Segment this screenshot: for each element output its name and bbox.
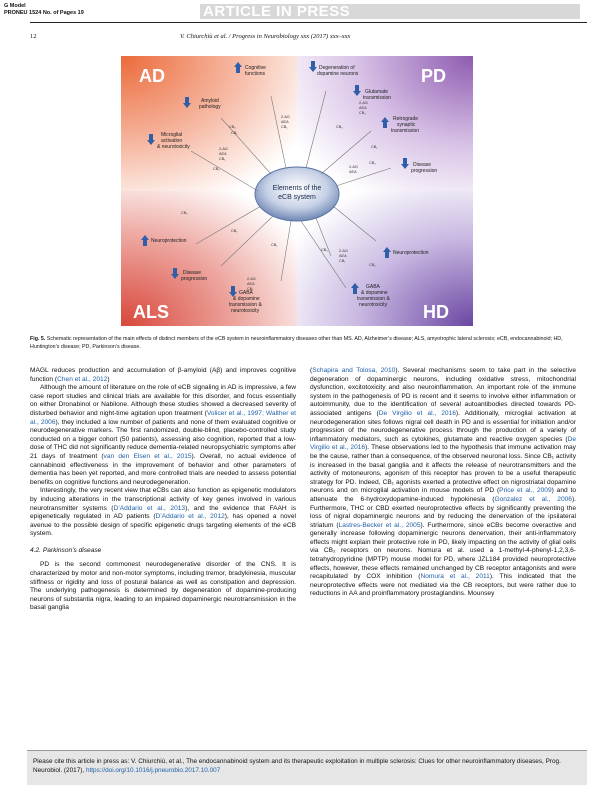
als-label-transmission: transmission & [229, 302, 262, 308]
receptor-label: CB₁ [231, 229, 238, 233]
section-heading: 4.2. Parkinson’s disease [30, 546, 102, 554]
citation-link[interactable]: Gonzalez et al., 2006 [494, 495, 572, 503]
receptor-label: 2-AG [339, 249, 348, 253]
pd-label-degeneration: Degeneration of [319, 65, 355, 71]
ad-label-pathology: pathology [199, 104, 221, 110]
center-label-line1: Elements of the [272, 185, 322, 192]
text: ). Furthermore, THC or CBD exerted neuroprotective effects by significantly preventing the loss of nigral dopaminergic neurons and by reducing the denervation of the ipsilateral striatum ( [310, 495, 576, 529]
citation-text [33, 757, 573, 775]
figure-caption [30, 336, 585, 351]
text: MAGL reduces production and accumulation of β-amyloid (Aβ) and improves cognitive function ( [30, 367, 296, 383]
text: ), has opened a novel avenue to the possible design of specific epigenetic drugs targeting elements of the eCB system. [30, 513, 296, 538]
article-in-press-banner: ARTICLE IN PRESS [203, 3, 351, 20]
receptor-label: CB₂ [369, 263, 376, 267]
eCB-figure-svg [121, 56, 473, 326]
receptor-label: 2-AG [247, 277, 256, 281]
citation-link[interactable]: Lastres-Becker et al., 2005 [338, 521, 421, 529]
receptor-label: CB₂ [229, 125, 236, 129]
paragraph [30, 487, 296, 539]
page-header [0, 0, 595, 30]
caption-text: Schematic representation of the main effects of distinct members of the eCB system in neuroinflammatory diseases other than MS. AD, Alzheimer’s disease; ALS, amyotrophic lateral sclerosis; eCB, endocannabinoid; HD, Huntington’s disease; PD, Parkinson’s disease. [30, 336, 563, 350]
ad-label-functions: functions [245, 71, 266, 77]
receptor-label: CB₁ [281, 125, 288, 129]
pd-title: PD [421, 66, 447, 86]
paragraph: PD is the second commonest neurodegenerative disorder of the CNS. It is characterized by motor and non-motor symptoms, including tremor, bradykinesia, muscular stiffness or rigidity and loss of postural balance as well as constipation and depression. The underlying pathogenesis is determined by degeneration of dopamine-producing neurons of substantia nigra, leading to an impaired dopaminergic neurotransmission in the basal ganglia [30, 561, 296, 612]
receptor-label: CB₁ [247, 287, 254, 291]
pd-label-progression: progression [411, 168, 438, 174]
pd-label-transmission: transmission [363, 95, 392, 101]
paragraph [30, 367, 296, 384]
text: ). Additionally, microglial activation at neurodegeneration sites follows nigral cell death in PD and is essential for initiation and/or progression of the neurodegenerative process through the production of a variety of inflammatory mediators, such as cytokines, glutamate and reactive oxygen species ( [310, 409, 576, 443]
receptor-label: CB₂ [336, 125, 343, 129]
text: ), they included a low number of patients and none of them evaluated cognitive or neurodegenerative markers. The first randomized, double-blind, placebo-controlled study conducted on a bigger cohort (50 patients), assessing also cognition, reported that a low-dose of THC did not significantly reduce dementia-related neuropsychiatric symptoms after 21 days of treatment ( [30, 418, 296, 460]
center-label-line2: eCB system [278, 194, 316, 201]
citation-link[interactable]: De Virgilio et al., 2016 [378, 409, 456, 417]
citation-link[interactable]: van den Elsen et al., 2015 [103, 452, 192, 460]
hd-label-neurotoxicity: neurotoxicity [359, 302, 388, 308]
receptor-label: CB₂ [213, 167, 220, 171]
ad-title: AD [139, 66, 165, 86]
text: ). Overall, no actual evidence of cannabinoid effectiveness in the improvement of behavior and other parameters of dementia has been yet reported, and more controlled trials are needed to assess potential benefits on cognitive functions and neurodegeneration. [30, 452, 297, 486]
receptor-label: CB₂ [321, 248, 328, 252]
journal-code: PRONEU 1524 No. of Pages 19 [4, 10, 84, 16]
receptor-label: CB₁ [339, 259, 346, 263]
citation-link[interactable]: Volicer et al., 1997; Walther et al., 2006 [30, 409, 297, 426]
citation-link[interactable]: Schapira and Tolosa, 2010 [312, 367, 396, 374]
text: ). Furthermore, since eCBs become overactive and generally increase following dopaminergic neurons denervation, their anti-inflammatory effects might explain their protective role in PD, likely impacting on the activity of glial cells via CB₂ receptors on neurons. Nomura et al. used a 1-methyl-4-phenyl-1,2,3,6-tetrahydropyridine (MPTP) mouse model for PD, where JZL184 provided neuroprotective effects, however, these effects remained unchanged by CB receptor antagonists and were recapitulated by COX inhibition ( [310, 521, 576, 581]
receptor-label: AEA [281, 120, 289, 124]
caption-label: Fig. 5. [30, 336, 46, 342]
text: ). This indicated that the neuroprotective effects were not mediated via the CB receptors, but were rather due to reductions in AA and proinflammatory prostaglandins. Mounsey [310, 573, 577, 598]
hd-label-transmission: transmission & [357, 296, 390, 302]
receptor-label: CB₁ [371, 145, 378, 149]
ad-label-microglial: Microglial [161, 132, 183, 138]
als-label-progression: progression [181, 276, 208, 282]
als-title: ALS [133, 302, 169, 322]
als-label-neurotoxicity: neurotoxicity [231, 308, 260, 314]
receptor-label: AEA [247, 282, 255, 286]
receptor-label: AEA [349, 170, 357, 174]
citation-link[interactable]: Price et al., 2009 [499, 487, 552, 495]
text: Although the amount of literature on the role of eCB signaling in AD is impressive, a few case report studies and clinical trials are available for this disorder, and focus essentially on either Dronabinol or Nabilone. Although these studies showed a decreased severity of disturbed behavior and night-time agitation upon treatment ( [30, 384, 296, 417]
receptor-label: CB₂ [369, 161, 376, 165]
doi-link[interactable]: https://doi.org/10.1016/j.pneurobio.2017.10.007 [85, 767, 221, 774]
hd-label-dopamine: & dopamine [361, 290, 388, 296]
als-label-disease: Disease [183, 270, 202, 276]
pd-label-disease: Disease [413, 162, 432, 168]
receptor-label: 2-AG [359, 101, 368, 105]
hd-label-gaba: GABA [366, 284, 380, 290]
text: ), and the evidence that FAAH is epigenetically regulated in AD patients ( [30, 504, 296, 521]
model-label: G Model [4, 3, 26, 9]
citation-line: Please cite this article in press as: V. Chiurchiù, et al., The endocannabinoid system and its therapeutic exploitation in multiple sclerosis: Clues for other neuroinflammatory diseases, Prog. Neurobiol. (2017), [33, 758, 561, 774]
right-column [310, 367, 576, 599]
text: Interestingly, the very recent view that eCBs can also function as epigenetic modulators by inducing alterations in the transcriptional activity of key genes involved in various neurotransmitter systems ( [30, 487, 296, 512]
ad-label-amyloid: Amyloid [201, 98, 219, 104]
als-label-gaba: GABA [239, 290, 253, 296]
hd-label-neuroprotection: Neuroprotection [393, 250, 429, 256]
header-rule [30, 22, 587, 23]
citation-link[interactable]: Nomura et al., 2011 [420, 573, 490, 581]
pd-label-retrograde: Retrograde [393, 116, 419, 122]
receptor-label: 2-AG [349, 165, 358, 169]
pd-label-synaptic: synaptic [397, 122, 416, 128]
citation-link[interactable]: D’Addario et al., 2012 [155, 513, 225, 521]
citation-link[interactable]: D’Addario et al., 2013 [113, 504, 186, 512]
running-head: V. Chiurchiù et al. / Progress in Neurobiology xxx (2017) xxx–xxx [180, 33, 351, 40]
pd-label-glutamate: Glutamate [365, 89, 389, 95]
left-column [30, 367, 296, 613]
citation-link[interactable]: De Virgilio et al., 2016 [310, 435, 576, 452]
receptor-label: AEA [339, 254, 347, 258]
receptor-label: CB₁ [231, 131, 238, 135]
pd-label-dopamine-neurons: dopamine neurons [317, 71, 359, 77]
text: ). These observations led to the hypothesis that immune activation may be the cause, rather than a consequence, of the observed neuronal loss. Since CB₁ activity is increased in the basal ganglia and it affects the release of neurotransmitters and the activity of motoneurons, agonism of this receptor has proven to be a useful therapeutic strategy for PD. Indeed, CB₁ agonists exerted a protective effect on nigrostriatal dopamine neurons and on microglial activation in mouse models of PD ( [310, 444, 576, 495]
page-number: 12 [30, 33, 37, 40]
text: ) and to attenuate the 6-hydroxydopamine-induced hypokinesia ( [310, 487, 576, 503]
text: ). Several mechanisms seem to take part in the selective degeneration of dopaminergic neurons, including oxidative stress, mitochondrial dysfunction, excitotoxicity and also neuroinflammation. An important role of the immune system in the pathogenesis of PD is recent and it seems to involve either inflammation or autoimmunity, due to the identification of several autoantibodies directed towards PD-associated antigens ( [310, 367, 576, 417]
receptor-label: CB₂ [181, 211, 188, 215]
journal-info [4, 3, 84, 17]
hd-title: HD [423, 302, 449, 322]
receptor-label: 2-AG [281, 115, 290, 119]
citation-box [27, 750, 587, 785]
receptor-label: CB₁ [271, 243, 278, 247]
receptor-label: AEA [219, 152, 227, 156]
ad-label-neurotoxicity: & neurotoxicity [157, 144, 190, 150]
paragraph [30, 384, 296, 487]
receptor-label: CB₂ [359, 111, 366, 115]
receptor-label: AEA [359, 106, 367, 110]
als-label-dopamine: & dopamine [233, 296, 260, 302]
pd-label-transmission2: transmission [391, 128, 420, 134]
receptor-label: 2-AG [219, 147, 228, 151]
ad-label-cognitive: Cognitive [245, 65, 266, 71]
citation-link[interactable]: Chen et al., 2012 [57, 375, 108, 383]
figure-5 [121, 56, 473, 326]
als-label-neuroprotection: Neuroprotection [151, 238, 187, 244]
paragraph: (Schapira and Tolosa, 2010). Several mechanisms seem to take part in the selective degeneration of dopaminergic neurons, including oxidative stress, mitochondrial dysfunction, excitotoxicity and also neuroinflammation. An important role of the immune system in the pathogenesis of PD is recent and it seems to involve either inflammation or autoimmunity, due to the identification of several autoantibodies directed towards PD-associated antigens (De Virgilio et al., 2016). Additionally, microglial activation at neurodegeneration sites follows nigral cell death in PD and is essential for initiation and/or progression of the neurodegenerative process through the production of a variety of inflammatory mediators, such as cytokines, glutamate and reactive oxygen species (De Virgilio et al., 2016). These observations led to the hypothesis that immune activation may be the cause, rather than a consequence, of the observed neuronal loss. Since CB₁ activity is increased in the basal ganglia and it affects the release of neurotransmitters and the activity of motoneurons, agonism of this receptor has proven to be a useful therapeutic strategy for PD. Indeed, CB₁ agonists exerted a protective effect on nigrostriatal dopamine neurons and on microglial activation in mouse models of PD (Price et al., 2009) and to attenuate the 6-hydroxydopamine-induced hypokinesia (Gonzalez et al., 2006). Furthermore, THC or CBD exerted neuroprotective effects by significantly preventing the loss of nigral dopaminergic neurons and by reducing the denervation of the ipsilateral striatum (Lastres-Becker et al., 2005). Furthermore, since eCBs become overactive and generally increase following dopaminergic neurons denervation, their anti-inflammatory effects might explain their protective role in PD, likely impacting on the activity of glial cells via CB₂ receptors on neurons. Nomura et al. used a 1-methyl-4-phenyl-1,2,3,6-tetrahydropyridine (MPTP) mouse model for PD, where JZL184 provided neuroprotective effects, however, these effects remained unchanged by CB receptor antagonists and were recapitulated by COX inhibition (Nomura et al., 2011). This indicated that the neuroprotective effects were not mediated via the CB receptors, but were rather due to reductions in AA and proinflammatory prostaglandins. Mounsey [310, 367, 577, 598]
ad-label-activation: activation [161, 138, 183, 144]
text: ) [107, 375, 110, 383]
receptor-label: CB₁ [219, 157, 226, 161]
